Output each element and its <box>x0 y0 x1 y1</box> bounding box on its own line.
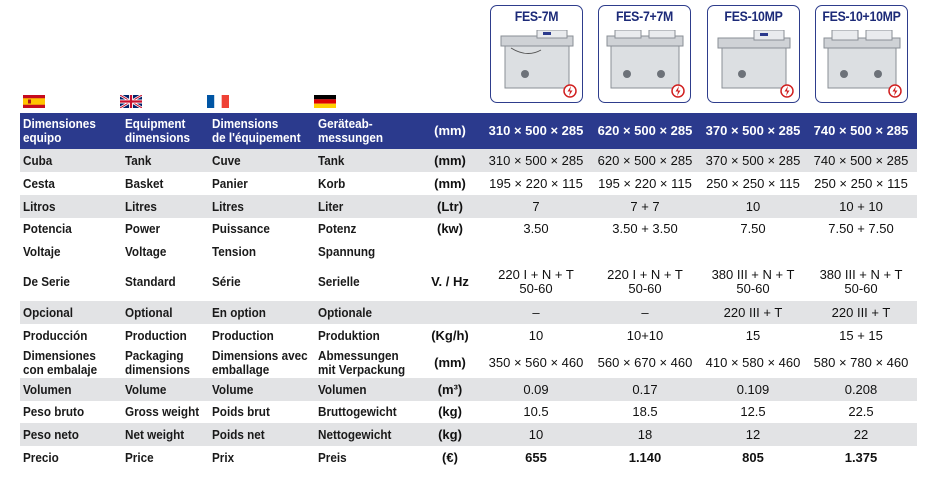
header-value: 310 × 500 × 285 <box>488 123 584 138</box>
germany-flag-icon <box>314 95 336 108</box>
row-value: 195 × 220 × 115 <box>598 175 692 191</box>
row-label-en: Basket <box>125 175 164 191</box>
model-name: FES-7+7M <box>615 8 674 24</box>
row-label-en: Packaging dimensions <box>125 347 191 377</box>
uk-flag-icon <box>120 95 142 108</box>
row-unit: (mm) <box>434 152 466 168</box>
row-label-de: Liter <box>318 198 344 214</box>
row-label-es: Peso neto <box>23 426 79 442</box>
row-value: 250 × 250 × 115 <box>814 175 908 191</box>
electric-warning-icon <box>888 84 902 98</box>
header-value: 620 × 500 × 285 <box>597 123 693 138</box>
table-row <box>20 301 917 324</box>
header-label-de: Geräteab- messungen <box>318 116 384 145</box>
row-value: 740 × 500 × 285 <box>813 152 909 168</box>
table-row <box>20 195 917 218</box>
header-unit: (mm) <box>434 123 466 138</box>
row-value: 0.17 <box>632 381 658 397</box>
table-row <box>20 240 917 263</box>
row-label-en: Standard <box>125 274 176 289</box>
row-value: 7.50 + 7.50 <box>828 221 894 236</box>
row-label-en: Voltage <box>125 243 167 259</box>
row-unit: V. / Hz <box>431 274 469 289</box>
row-value: 380 III + N + T 50-60 <box>819 267 903 296</box>
row-unit: (kg) <box>438 404 462 419</box>
row-label-fr: Volume <box>212 381 254 397</box>
table-row <box>20 263 917 301</box>
row-value: 220 I + N + T 50-60 <box>498 267 574 296</box>
row-unit: (€) <box>442 449 458 465</box>
row-value: 310 × 500 × 285 <box>488 152 584 168</box>
row-value <box>810 240 912 263</box>
row-unit: (mm) <box>434 354 466 370</box>
row-value: 580 × 780 × 460 <box>813 354 909 370</box>
row-label-en: Net weight <box>125 426 185 442</box>
row-label-en: Optional <box>125 304 173 320</box>
row-label-fr: Tension <box>212 243 256 259</box>
model-name: FES-7M <box>514 8 559 24</box>
row-value: 560 × 670 × 460 <box>597 354 693 370</box>
row-value: 1.140 <box>628 449 662 465</box>
row-label-es: Peso bruto <box>23 404 85 419</box>
row-value: 380 III + N + T 50-60 <box>711 267 795 296</box>
row-label-de: Serielle <box>318 274 360 289</box>
row-label-es: Voltaje <box>23 243 61 259</box>
row-value: 7 + 7 <box>630 198 660 214</box>
row-label-fr: Prix <box>212 449 235 465</box>
spain-flag-icon <box>23 95 45 108</box>
row-label-en: Gross weight <box>125 404 200 419</box>
row-label-fr: Cuve <box>212 152 241 168</box>
row-value: 3.50 <box>523 221 549 236</box>
row-value: 12.5 <box>740 404 766 419</box>
row-value: – <box>532 304 540 320</box>
row-value: 805 <box>742 449 764 465</box>
row-label-fr: Dimensions avec emballage <box>212 347 308 377</box>
row-label-es: Volumen <box>23 381 72 397</box>
table-row <box>20 347 917 378</box>
row-label-es: Precio <box>23 449 59 465</box>
electric-warning-icon <box>563 84 577 98</box>
row-value: 220 III + T <box>831 304 891 320</box>
header-value: 740 × 500 × 285 <box>813 123 909 138</box>
row-label-es: Opcional <box>23 304 74 320</box>
row-label-fr: Puissance <box>212 221 270 236</box>
row-label-fr: Poids brut <box>212 404 270 419</box>
product-card <box>598 5 691 103</box>
table-row <box>20 172 917 195</box>
row-label-de: Bruttogewicht <box>318 404 397 419</box>
row-value: 410 × 580 × 460 <box>705 354 801 370</box>
row-unit: (Kg/h) <box>431 327 469 343</box>
row-value: 250 × 250 × 115 <box>706 175 800 191</box>
row-unit: (mm) <box>434 175 466 191</box>
model-name: FES-10MP <box>724 8 783 24</box>
row-label-en: Power <box>125 221 161 236</box>
row-label-de: Volumen <box>318 381 367 397</box>
row-unit: (Ltr) <box>437 198 463 214</box>
row-value <box>594 240 696 263</box>
row-label-fr: Production <box>212 327 274 343</box>
row-value: 15 <box>745 327 761 343</box>
row-value: 15 + 15 <box>839 327 883 343</box>
row-value: 10 <box>528 327 544 343</box>
row-label-de: Abmessungen mit Verpackung <box>318 347 406 377</box>
row-label-fr: En option <box>212 304 266 320</box>
row-value: 220 III + T <box>723 304 783 320</box>
table-row <box>20 401 917 423</box>
row-value: 18.5 <box>632 404 658 419</box>
model-name: FES-10+10MP <box>822 8 901 24</box>
row-label-de: Optionale <box>318 304 372 320</box>
row-unit <box>425 301 475 324</box>
row-value <box>702 240 804 263</box>
product-card <box>490 5 583 103</box>
row-label-es: Cesta <box>23 175 55 191</box>
row-label-de: Produktion <box>318 327 380 343</box>
row-label-es: Potencia <box>23 221 72 236</box>
row-label-en: Litres <box>125 198 157 214</box>
row-label-de: Potenz <box>318 221 357 236</box>
row-label-en: Production <box>125 327 187 343</box>
row-value: 10 <box>528 426 544 442</box>
row-label-de: Korb <box>318 175 346 191</box>
row-unit: (m³) <box>437 381 463 397</box>
row-label-de: Tank <box>318 152 345 168</box>
table-row <box>20 324 917 347</box>
header-value: 370 × 500 × 285 <box>705 123 801 138</box>
row-label-en: Price <box>125 449 154 465</box>
row-unit: (kw) <box>437 221 463 236</box>
fryer-image <box>605 30 685 90</box>
row-label-en: Tank <box>125 152 152 168</box>
electric-warning-icon <box>780 84 794 98</box>
product-card <box>707 5 800 103</box>
row-value: 10 + 10 <box>839 198 883 214</box>
row-label-es: Cuba <box>23 152 53 168</box>
row-label-es: De Serie <box>23 274 70 289</box>
table-row <box>20 446 917 469</box>
row-label-fr: Litres <box>212 198 244 214</box>
spec-table <box>20 113 917 469</box>
row-value: 655 <box>525 449 547 465</box>
row-label-fr: Série <box>212 274 241 289</box>
row-value: 10.5 <box>523 404 549 419</box>
row-label-es: Producción <box>23 327 88 343</box>
row-label-en: Volume <box>125 381 167 397</box>
row-label-es: Dimensiones con embalaje <box>23 347 98 377</box>
row-value: 22.5 <box>848 404 874 419</box>
row-label-es: Litros <box>23 198 56 214</box>
header-label-es: Dimensiones equipo <box>23 116 96 145</box>
electric-warning-icon <box>671 84 685 98</box>
row-value: 370 × 500 × 285 <box>705 152 801 168</box>
fryer-image <box>822 30 902 90</box>
product-card <box>815 5 908 103</box>
table-row <box>20 149 917 172</box>
row-value: 7.50 <box>740 221 766 236</box>
row-value: 22 <box>853 426 869 442</box>
row-value: 0.208 <box>844 381 878 397</box>
header-label-en: Equipment dimensions <box>125 116 191 145</box>
row-value: 12 <box>745 426 761 442</box>
row-unit <box>425 240 475 263</box>
row-value: 0.09 <box>523 381 549 397</box>
table-row <box>20 423 917 446</box>
row-value: 3.50 + 3.50 <box>612 221 678 236</box>
table-row <box>20 378 917 401</box>
row-value: 10 <box>745 198 761 214</box>
row-value: 1.375 <box>844 449 878 465</box>
row-unit: (kg) <box>438 426 462 442</box>
row-value: 18 <box>637 426 653 442</box>
row-value: 0.109 <box>736 381 770 397</box>
row-label-fr: Poids net <box>212 426 265 442</box>
row-label-fr: Panier <box>212 175 248 191</box>
row-value: 10+10 <box>626 327 664 343</box>
fryer-image <box>497 30 577 90</box>
table-row <box>20 218 917 240</box>
row-label-de: Preis <box>318 449 347 465</box>
row-value: – <box>641 304 649 320</box>
row-value <box>485 240 587 263</box>
row-value: 195 × 220 × 115 <box>489 175 583 191</box>
fryer-image <box>714 30 794 90</box>
row-value: 220 I + N + T 50-60 <box>607 267 683 296</box>
row-label-de: Nettogewicht <box>318 426 392 442</box>
row-value: 7 <box>532 198 540 214</box>
row-value: 350 × 560 × 460 <box>488 354 584 370</box>
header-label-fr: Dimensions de l'équipement <box>212 116 301 145</box>
table-header-row <box>20 113 917 149</box>
france-flag-icon <box>207 95 229 108</box>
row-value: 620 × 500 × 285 <box>597 152 693 168</box>
row-label-de: Spannung <box>318 243 376 259</box>
